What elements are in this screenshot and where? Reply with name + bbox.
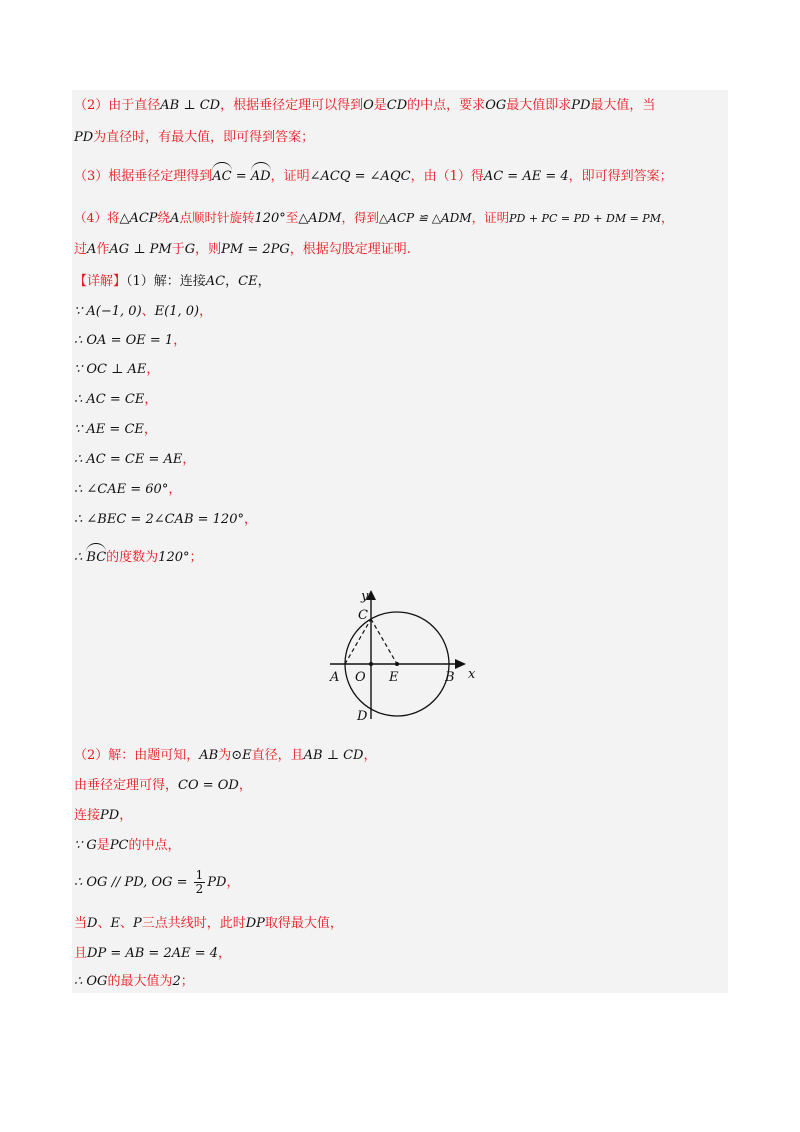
step-line: ∵ AE = CE， [74, 422, 157, 437]
step-line: ∵ OC ⊥ AE， [74, 362, 160, 377]
analysis-line-4: （4）将△ACP绕A点顺时针旋转120°至△ADM，得到△ACP ≌ △ADM，证明PD + PC = PD + DM = PM， [74, 210, 674, 226]
part2-line: ∴ OG的最大值为2； [74, 974, 194, 989]
label-o: O [355, 670, 366, 685]
label-c: C [358, 608, 368, 623]
label-x: x [468, 667, 475, 682]
point-o [369, 662, 373, 666]
detail-heading: 【详解】（1）解：连接AC，CE， [74, 274, 271, 289]
step-line: ∴ AC = CE， [74, 392, 158, 407]
part2-line: 由垂径定理可得，CO = OD， [74, 778, 252, 793]
segment-ac [345, 619, 371, 664]
label-a: A [330, 670, 340, 685]
step-line: ∴ OA = OE = 1， [74, 333, 187, 348]
step-line: ∴ ∠BEC = 2∠CAB = 120°， [74, 512, 257, 527]
part2-line: ∴ OG // PD, OG = $\frac{1}{2}$ PD， [74, 868, 240, 896]
analysis-line-3: （3）根据垂径定理得到AC = AD，证明∠ACQ = ∠AQC，由（1）得AC = AE = 4，即可得到答案； [74, 164, 673, 187]
step-line: ∵ A(−1, 0)、E(1, 0)， [74, 304, 213, 319]
part2-line: （2）解：由题可知，AB为⊙E直径，且AB ⊥ CD， [74, 748, 377, 763]
part2-line: 当D、E、P三点共线时，此时DP取得最大值， [74, 916, 343, 931]
label-e: E [389, 670, 399, 685]
label-y: y [361, 589, 369, 604]
segment-ce [371, 619, 397, 664]
part2-line: 且DP = AB = 2AE = 4， [74, 946, 232, 961]
fraction-half: $\frac{1}{2}$ [195, 868, 204, 896]
step-line: ∴ AC = CE = AE， [74, 452, 196, 467]
step-line: ∴ ∠CAE = 60°， [74, 482, 182, 497]
analysis-line-4-cont: 过A作AG ⊥ PM于G，则PM = 2PG，根据勾股定理证明. [74, 242, 411, 257]
circle-figure [325, 588, 475, 723]
analysis-line-2: （2）由于直径AB ⊥ CD，根据垂径定理可以得到O是CD的中点，要求OG最大值即求PD最大值，当 [74, 98, 656, 113]
part2-line: ∵ G是PC的中点， [74, 838, 181, 853]
part2-line: 连接PD， [74, 808, 133, 823]
label-b: B [445, 670, 455, 685]
step-line: ∴ BC的度数为120°； [74, 545, 203, 568]
analysis-line-2-cont: PD为直径时，有最大值，即可得到答案； [74, 130, 315, 145]
x-axis-arrow-icon [455, 659, 466, 669]
label-d: D [357, 709, 368, 723]
point-e [395, 662, 399, 666]
